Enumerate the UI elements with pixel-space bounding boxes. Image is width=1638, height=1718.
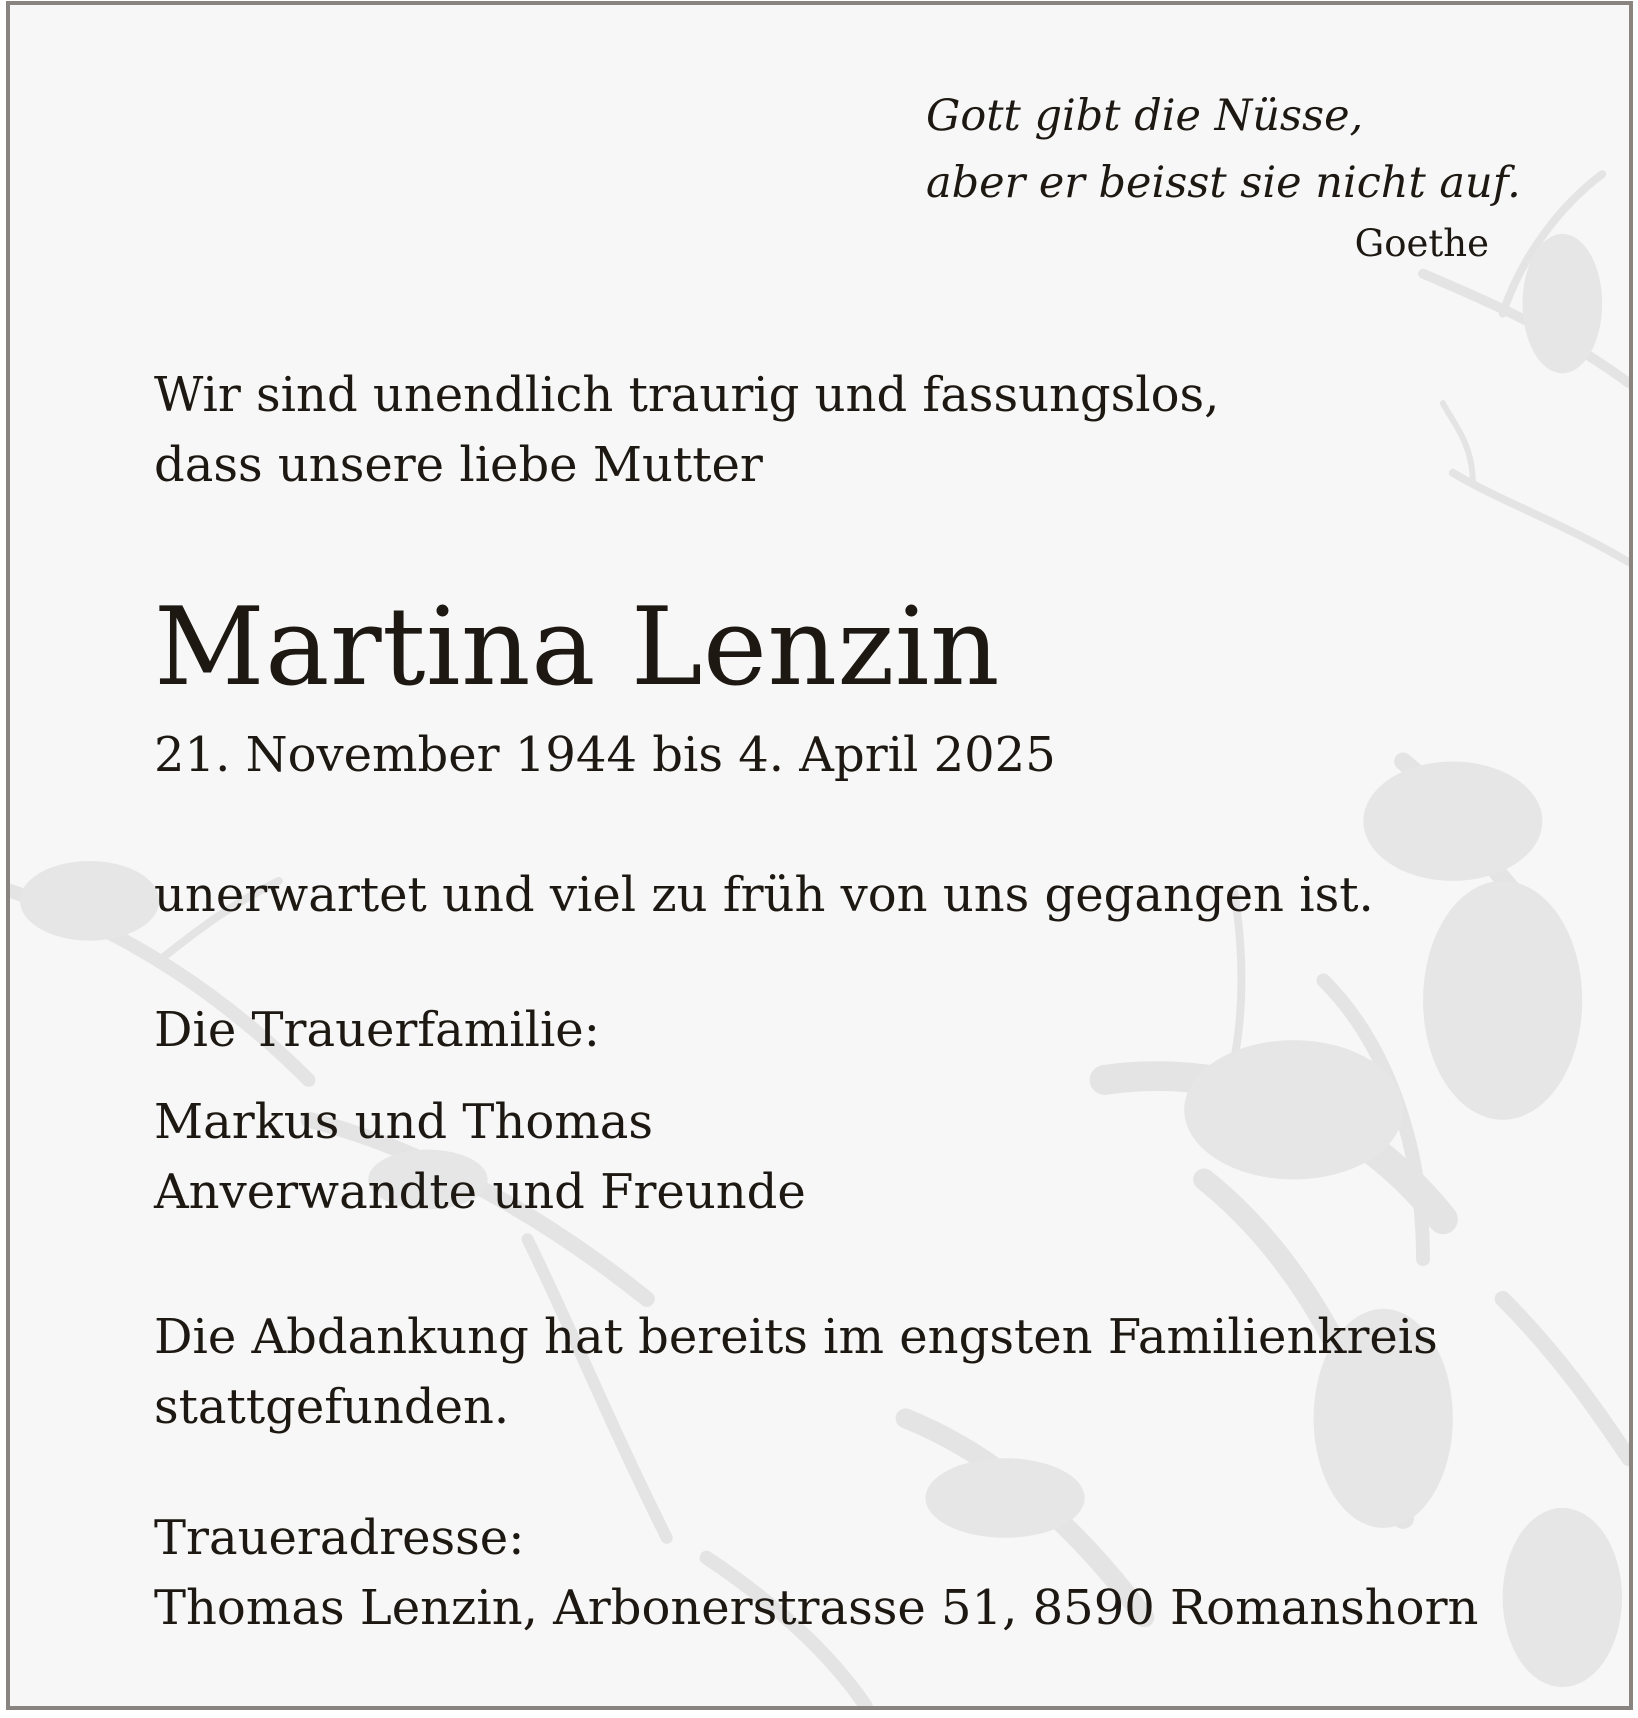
ceremony-line: stattgefunden. xyxy=(154,1379,510,1435)
intro-line: Wir sind unendlich traurig und fassungslos, xyxy=(154,367,1220,423)
intro-line: dass unsere liebe Mutter xyxy=(154,437,763,493)
family-members xyxy=(154,1087,806,1227)
intro-text xyxy=(154,360,1219,500)
quote-line: Gott gibt die Nüsse, xyxy=(926,91,1364,141)
quote-line: aber er beisst sie nicht auf. xyxy=(926,158,1521,208)
address-block xyxy=(154,1503,1478,1643)
deceased-name: Martina Lenzin xyxy=(154,585,1001,710)
family-member: Markus und Thomas xyxy=(154,1094,654,1150)
ceremony-line: Die Abdankung hat bereits im engsten Familienkreis xyxy=(154,1309,1438,1365)
quote-block xyxy=(926,83,1521,217)
family-heading: Die Trauerfamilie: xyxy=(154,1002,600,1058)
passed-text: unerwartet und viel zu früh von uns gegangen ist. xyxy=(154,867,1374,923)
obituary-notice xyxy=(6,1,1633,1710)
life-dates: 21. November 1944 bis 4. April 2025 xyxy=(154,727,1056,783)
address-label: Traueradresse: xyxy=(154,1510,525,1566)
family-member: Anverwandte und Freunde xyxy=(154,1164,806,1220)
address-value: Thomas Lenzin, Arbonerstrasse 51, 8590 Romanshorn xyxy=(154,1580,1479,1636)
ceremony-text xyxy=(154,1302,1438,1442)
quote-author: Goethe xyxy=(1354,222,1489,265)
